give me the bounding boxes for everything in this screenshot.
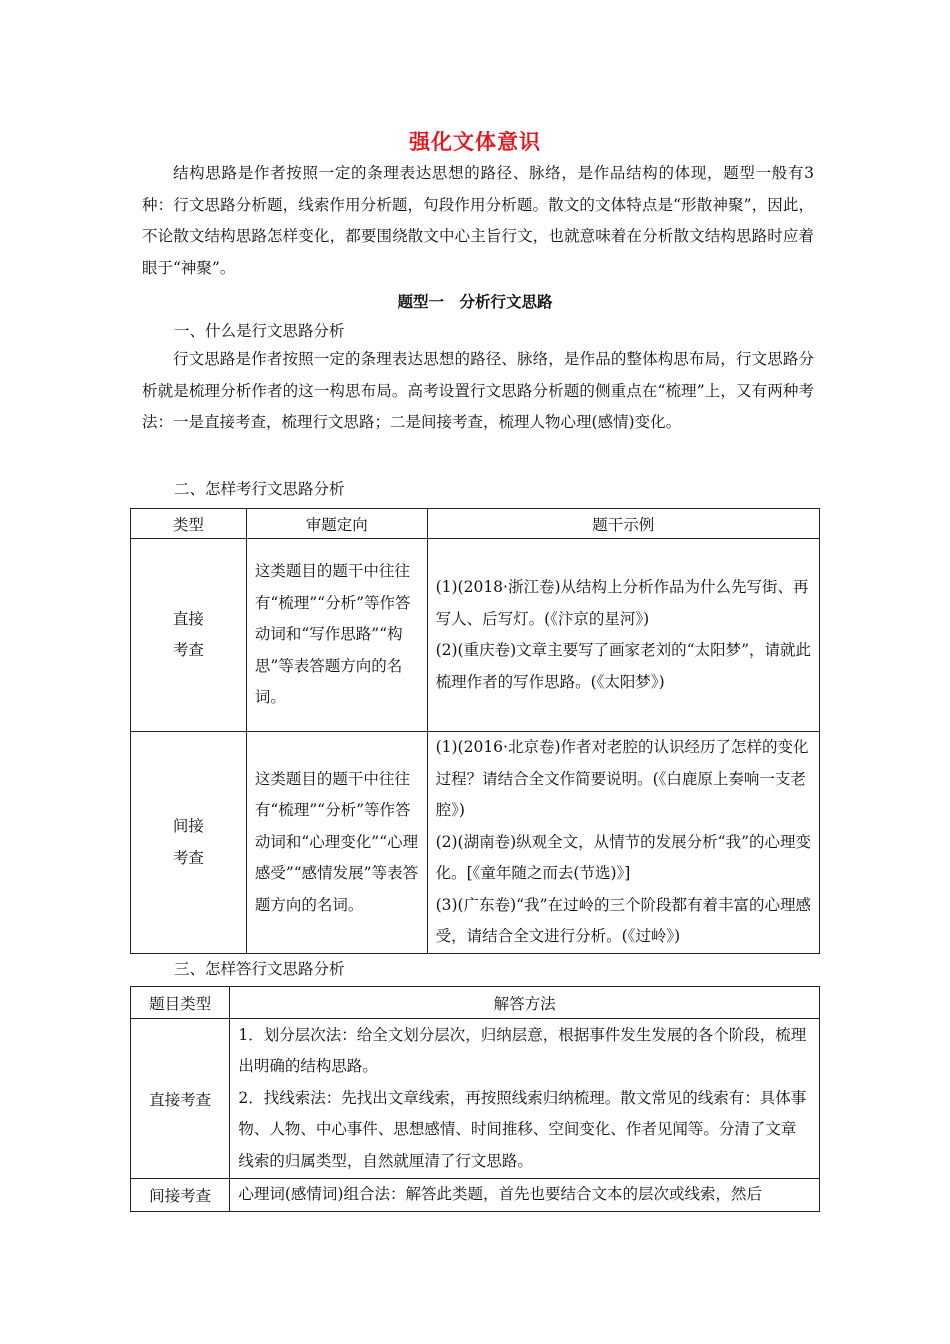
example-item: (2)(重庆卷)文章主要写了画家老刘的“太阳梦”，请就此梳理作者的写作思路。(《太阳梦》) [435,641,811,691]
examples-cell [427,539,819,732]
type-line: 间接 [172,817,204,835]
header-orientation: 审题定向 [246,509,427,539]
method-item: 1．划分层次法：给全文划分层次，归纳层意，根据事件发生发展的各个阶段，梳理出明确的结构思路。 [238,1025,807,1076]
section-title: 题型一 分析行文思路 [397,293,553,311]
method-cell [230,1019,820,1179]
page-title: 强化文体意识 [409,130,541,154]
subheading-how-tested: 二、怎样考行文思路分析 [174,480,345,498]
table-header-row [131,509,820,539]
header-type: 类型 [131,509,247,539]
subheading-what: 一、什么是行文思路分析 [174,322,345,340]
example-item: (3)(广东卷)“我”在过岭的三个阶段都有着丰富的心理感受，请结合全文进行分析。(《过岭》) [435,895,811,946]
example-item: (1)(2018·浙江卷)从结构上分析作品为什么先写街、再写人、后写灯。(《汴京的星河》) [435,578,809,628]
table-row [131,1019,820,1179]
header-question-type: 题目类型 [131,987,230,1019]
example-item: (2)(湖南卷)纵观全文，从情节的发展分析“我”的心理变化。[《童年随之而去(节选)》] [435,832,811,883]
table-header-row [131,987,820,1019]
exam-types-table [130,508,820,954]
type-line: 直接 [172,609,204,628]
header-method: 解答方法 [230,987,820,1019]
example-item: (1)(2016·北京卷)作者对老腔的认识经历了怎样的变化过程？请结合全文作简要说明。(《白鹿原上奏响一支老腔》) [435,738,809,820]
examples-cell [427,732,819,954]
definition-paragraph: 行文思路是作者按照一定的条理表达思想的路径、脉络，是作品的整体构思布局，行文思路分析就是梳理分析作者的这一构思布局。高考设置行文思路分析题的侧重点在“梳理”上，又有两种考法：一是直接考查，梳理行文思路；二是间接考查，梳理人物心理(感情)变化。 [142,350,814,431]
header-examples: 题干示例 [427,509,819,539]
subheading-how-answer: 三、怎样答行文思路分析 [174,960,345,978]
question-type-cell: 直接考查 [131,1019,230,1179]
type-cell [131,539,247,732]
method-item: 2．找线索法：先找出文章线索，再按照线索归纳梳理。散文常见的线索有：具体事物、人物、中心事件、思想感情、时间推移、空间变化、作者见闻等。分清了文章线索的归属类型，自然就厘清了行文思路。 [238,1088,807,1170]
orientation-cell: 这类题目的题干中往往有“梳理”“分析”等作答动词和“写作思路”“构思”等表答题方向的名词。 [246,539,427,732]
table-row [131,732,820,954]
type-line: 考查 [172,848,204,867]
table-row [131,539,820,732]
method-cell: 心理词(感情词)组合法：解答此类题，首先也要结合文本的层次或线索，然后 [230,1179,820,1212]
orientation-cell: 这类题目的题干中往往有“梳理”“分析”等作答动词和“心理变化”“心理感受”“感情发展”等表答题方向的名词。 [246,732,427,954]
answer-methods-table [130,986,820,1212]
table-row [131,1179,820,1212]
type-cell [131,732,247,954]
question-type-cell: 间接考查 [131,1179,230,1212]
type-line: 考查 [172,641,204,659]
intro-paragraph: 结构思路是作者按照一定的条理表达思想的路径、脉络，是作品结构的体现，题型一般有3种：行文思路分析题，线索作用分析题，句段作用分析题。散文的文体特点是“形散神聚”，因此，不论散文结构思路怎样变化，都要围绕散文中心主旨行文，也就意味着在分析散文结构思路时应着眼于“神聚”。 [142,164,814,277]
